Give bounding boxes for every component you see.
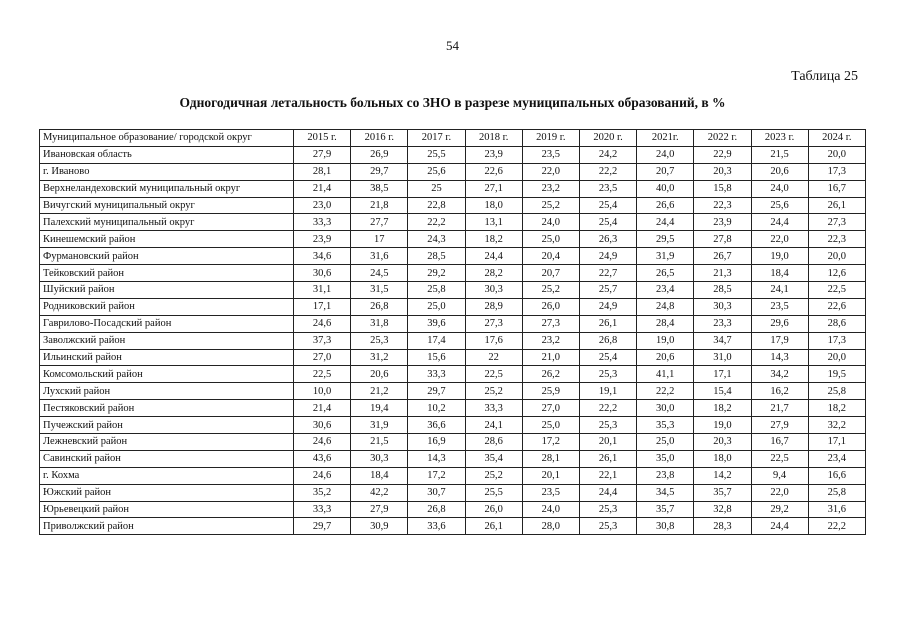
value-cell: 25,9: [522, 383, 579, 400]
value-cell: 22,2: [637, 383, 694, 400]
table-row: [40, 434, 866, 451]
value-cell: 23,9: [694, 214, 751, 231]
table-row: [40, 518, 866, 535]
value-cell: 20,0: [808, 349, 865, 366]
value-cell: 20,6: [637, 349, 694, 366]
region-name-cell: Пестяковский район: [40, 400, 294, 417]
table-row: [40, 197, 866, 214]
table-row: [40, 417, 866, 434]
value-cell: 25,2: [522, 282, 579, 299]
value-cell: 22,6: [465, 163, 522, 180]
value-cell: 23,0: [294, 197, 351, 214]
region-name-cell: г. Кохма: [40, 467, 294, 484]
value-cell: 17,6: [465, 332, 522, 349]
value-cell: 22,5: [294, 366, 351, 383]
value-cell: 27,9: [351, 501, 408, 518]
value-cell: 22,0: [522, 163, 579, 180]
value-cell: 30,6: [294, 265, 351, 282]
region-name-cell: Родниковский район: [40, 298, 294, 315]
table-row: [40, 400, 866, 417]
value-cell: 21,8: [351, 197, 408, 214]
table-label: Таблица 25: [791, 69, 858, 84]
value-cell: 23,9: [294, 231, 351, 248]
value-cell: 30,7: [408, 484, 465, 501]
value-cell: 20,0: [808, 146, 865, 163]
value-cell: 17,4: [408, 332, 465, 349]
value-cell: 27,9: [751, 417, 808, 434]
value-cell: 23,8: [637, 467, 694, 484]
column-header-year: 2020 г.: [579, 130, 636, 147]
region-name-cell: Приволжский район: [40, 518, 294, 535]
table-row: [40, 349, 866, 366]
column-header-year: 2022 г.: [694, 130, 751, 147]
value-cell: 23,5: [522, 484, 579, 501]
value-cell: 33,3: [408, 366, 465, 383]
value-cell: 27,3: [465, 315, 522, 332]
value-cell: 20,6: [351, 366, 408, 383]
value-cell: 17,3: [808, 163, 865, 180]
value-cell: 26,1: [465, 518, 522, 535]
value-cell: 21,2: [351, 383, 408, 400]
table-row: [40, 214, 866, 231]
value-cell: 24,0: [522, 214, 579, 231]
value-cell: 19,0: [751, 248, 808, 265]
value-cell: 23,5: [522, 146, 579, 163]
value-cell: 35,4: [465, 450, 522, 467]
value-cell: 35,7: [637, 501, 694, 518]
value-cell: 19,5: [808, 366, 865, 383]
region-name-cell: Фурмановский район: [40, 248, 294, 265]
value-cell: 25,5: [408, 146, 465, 163]
value-cell: 33,6: [408, 518, 465, 535]
region-name-cell: Верхнеландеховский муниципальный округ: [40, 180, 294, 197]
value-cell: 23,4: [637, 282, 694, 299]
value-cell: 25,6: [408, 163, 465, 180]
value-cell: 25,3: [351, 332, 408, 349]
value-cell: 22,3: [808, 231, 865, 248]
value-cell: 30,8: [637, 518, 694, 535]
value-cell: 22,5: [465, 366, 522, 383]
value-cell: 34,2: [751, 366, 808, 383]
value-cell: 25,3: [579, 501, 636, 518]
value-cell: 31,8: [351, 315, 408, 332]
value-cell: 24,4: [465, 248, 522, 265]
value-cell: 24,2: [579, 146, 636, 163]
value-cell: 22,0: [751, 484, 808, 501]
value-cell: 24,4: [637, 214, 694, 231]
value-cell: 24,4: [751, 214, 808, 231]
column-header-year: 2018 г.: [465, 130, 522, 147]
value-cell: 30,6: [294, 417, 351, 434]
table-row: [40, 180, 866, 197]
value-cell: 9,4: [751, 467, 808, 484]
value-cell: 20,1: [579, 434, 636, 451]
value-cell: 26,0: [465, 501, 522, 518]
value-cell: 16,9: [408, 434, 465, 451]
value-cell: 16,6: [808, 467, 865, 484]
value-cell: 25,4: [579, 214, 636, 231]
value-cell: 19,1: [579, 383, 636, 400]
region-name-cell: Лухский район: [40, 383, 294, 400]
value-cell: 24,4: [579, 484, 636, 501]
value-cell: 25,3: [579, 417, 636, 434]
value-cell: 25,8: [408, 282, 465, 299]
value-cell: 25,0: [637, 434, 694, 451]
value-cell: 24,0: [522, 501, 579, 518]
value-cell: 30,3: [351, 450, 408, 467]
value-cell: 22,9: [694, 146, 751, 163]
region-name-cell: Ильинский район: [40, 349, 294, 366]
value-cell: 27,9: [294, 146, 351, 163]
mortality-table: [39, 129, 866, 535]
table-row: [40, 231, 866, 248]
value-cell: 24,9: [579, 298, 636, 315]
value-cell: 15,4: [694, 383, 751, 400]
value-cell: 24,1: [751, 282, 808, 299]
value-cell: 22,2: [579, 163, 636, 180]
value-cell: 17,1: [694, 366, 751, 383]
value-cell: 27,3: [808, 214, 865, 231]
value-cell: 22,2: [579, 400, 636, 417]
value-cell: 21,0: [522, 349, 579, 366]
value-cell: 24,9: [579, 248, 636, 265]
value-cell: 43,6: [294, 450, 351, 467]
value-cell: 31,9: [351, 417, 408, 434]
value-cell: 24,6: [294, 315, 351, 332]
value-cell: 22,3: [694, 197, 751, 214]
value-cell: 22,5: [751, 450, 808, 467]
value-cell: 27,0: [294, 349, 351, 366]
value-cell: 25,3: [579, 518, 636, 535]
value-cell: 18,4: [351, 467, 408, 484]
value-cell: 25,2: [522, 197, 579, 214]
value-cell: 40,0: [637, 180, 694, 197]
value-cell: 25,8: [808, 383, 865, 400]
value-cell: 31,6: [808, 501, 865, 518]
value-cell: 28,5: [408, 248, 465, 265]
value-cell: 35,7: [694, 484, 751, 501]
column-header-year: 2021г.: [637, 130, 694, 147]
value-cell: 21,4: [294, 400, 351, 417]
value-cell: 19,0: [694, 417, 751, 434]
value-cell: 15,8: [694, 180, 751, 197]
value-cell: 14,3: [408, 450, 465, 467]
value-cell: 35,0: [637, 450, 694, 467]
value-cell: 21,3: [694, 265, 751, 282]
value-cell: 33,3: [294, 214, 351, 231]
table-row: [40, 332, 866, 349]
value-cell: 39,6: [408, 315, 465, 332]
value-cell: 28,6: [808, 315, 865, 332]
value-cell: 22,8: [408, 197, 465, 214]
region-name-cell: Пучежский район: [40, 417, 294, 434]
value-cell: 26,1: [808, 197, 865, 214]
table-row: [40, 383, 866, 400]
value-cell: 26,8: [351, 298, 408, 315]
value-cell: 28,1: [522, 450, 579, 467]
region-name-cell: Юрьевецкий район: [40, 501, 294, 518]
value-cell: 18,2: [808, 400, 865, 417]
table-row: [40, 467, 866, 484]
value-cell: 25,7: [579, 282, 636, 299]
value-cell: 29,2: [408, 265, 465, 282]
value-cell: 31,9: [637, 248, 694, 265]
value-cell: 28,1: [294, 163, 351, 180]
value-cell: 26,8: [408, 501, 465, 518]
value-cell: 37,3: [294, 332, 351, 349]
column-header-year: 2015 г.: [294, 130, 351, 147]
value-cell: 12,6: [808, 265, 865, 282]
value-cell: 16,2: [751, 383, 808, 400]
value-cell: 31,1: [294, 282, 351, 299]
value-cell: 28,5: [694, 282, 751, 299]
value-cell: 17,3: [808, 332, 865, 349]
value-cell: 33,3: [465, 400, 522, 417]
value-cell: 22,2: [408, 214, 465, 231]
value-cell: 23,4: [808, 450, 865, 467]
value-cell: 14,3: [751, 349, 808, 366]
value-cell: 23,2: [522, 180, 579, 197]
value-cell: 24,6: [294, 467, 351, 484]
value-cell: 22,2: [808, 518, 865, 535]
value-cell: 10,2: [408, 400, 465, 417]
region-name-cell: Кинешемский район: [40, 231, 294, 248]
value-cell: 31,6: [351, 248, 408, 265]
value-cell: 24,0: [751, 180, 808, 197]
value-cell: 25,0: [522, 231, 579, 248]
value-cell: 21,4: [294, 180, 351, 197]
value-cell: 21,7: [751, 400, 808, 417]
value-cell: 16,7: [751, 434, 808, 451]
region-name-cell: Южский район: [40, 484, 294, 501]
value-cell: 25,8: [808, 484, 865, 501]
value-cell: 26,3: [579, 231, 636, 248]
value-cell: 17,1: [294, 298, 351, 315]
table-body: [40, 146, 866, 534]
value-cell: 25,2: [465, 383, 522, 400]
table-row: [40, 315, 866, 332]
value-cell: 34,7: [694, 332, 751, 349]
value-cell: 26,6: [637, 197, 694, 214]
value-cell: 18,2: [694, 400, 751, 417]
value-cell: 16,7: [808, 180, 865, 197]
value-cell: 25,6: [751, 197, 808, 214]
region-name-cell: г. Иваново: [40, 163, 294, 180]
value-cell: 23,5: [751, 298, 808, 315]
value-cell: 25: [408, 180, 465, 197]
value-cell: 19,4: [351, 400, 408, 417]
value-cell: 26,8: [579, 332, 636, 349]
value-cell: 22: [465, 349, 522, 366]
value-cell: 22,1: [579, 467, 636, 484]
value-cell: 13,1: [465, 214, 522, 231]
value-cell: 30,9: [351, 518, 408, 535]
value-cell: 30,0: [637, 400, 694, 417]
value-cell: 29,2: [751, 501, 808, 518]
value-cell: 31,5: [351, 282, 408, 299]
region-name-cell: Гаврилово-Посадский район: [40, 315, 294, 332]
value-cell: 21,5: [351, 434, 408, 451]
region-name-cell: Палехский муниципальный округ: [40, 214, 294, 231]
value-cell: 22,0: [751, 231, 808, 248]
value-cell: 24,1: [465, 417, 522, 434]
table-row: [40, 450, 866, 467]
column-header-year: 2023 г.: [751, 130, 808, 147]
value-cell: 32,2: [808, 417, 865, 434]
value-cell: 17: [351, 231, 408, 248]
value-cell: 20,1: [522, 467, 579, 484]
value-cell: 27,8: [694, 231, 751, 248]
region-name-cell: Заволжский район: [40, 332, 294, 349]
table-row: [40, 248, 866, 265]
value-cell: 32,8: [694, 501, 751, 518]
value-cell: 20,3: [694, 434, 751, 451]
value-cell: 30,3: [694, 298, 751, 315]
value-cell: 23,3: [694, 315, 751, 332]
value-cell: 28,9: [465, 298, 522, 315]
region-name-cell: Савинский район: [40, 450, 294, 467]
value-cell: 42,2: [351, 484, 408, 501]
value-cell: 19,0: [637, 332, 694, 349]
value-cell: 25,4: [579, 197, 636, 214]
table-row: [40, 146, 866, 163]
value-cell: 23,9: [465, 146, 522, 163]
value-cell: 17,2: [522, 434, 579, 451]
value-cell: 25,4: [579, 349, 636, 366]
value-cell: 34,6: [294, 248, 351, 265]
value-cell: 18,0: [694, 450, 751, 467]
value-cell: 20,7: [522, 265, 579, 282]
value-cell: 28,4: [637, 315, 694, 332]
value-cell: 26,2: [522, 366, 579, 383]
table-row: [40, 501, 866, 518]
column-header-year: 2017 г.: [408, 130, 465, 147]
value-cell: 33,3: [294, 501, 351, 518]
value-cell: 26,1: [579, 450, 636, 467]
value-cell: 17,2: [408, 467, 465, 484]
value-cell: 29,7: [294, 518, 351, 535]
value-cell: 25,3: [579, 366, 636, 383]
region-name-cell: Лежневский район: [40, 434, 294, 451]
value-cell: 24,6: [294, 434, 351, 451]
table-row: [40, 265, 866, 282]
value-cell: 27,7: [351, 214, 408, 231]
value-cell: 23,5: [579, 180, 636, 197]
value-cell: 18,0: [465, 197, 522, 214]
value-cell: 18,4: [751, 265, 808, 282]
value-cell: 24,4: [751, 518, 808, 535]
value-cell: 28,6: [465, 434, 522, 451]
value-cell: 25,5: [465, 484, 522, 501]
value-cell: 26,9: [351, 146, 408, 163]
value-cell: 24,3: [408, 231, 465, 248]
value-cell: 20,3: [694, 163, 751, 180]
table-row: [40, 298, 866, 315]
value-cell: 25,0: [522, 417, 579, 434]
value-cell: 27,0: [522, 400, 579, 417]
value-cell: 26,5: [637, 265, 694, 282]
column-header-year: 2019 г.: [522, 130, 579, 147]
value-cell: 25,0: [408, 298, 465, 315]
value-cell: 30,3: [465, 282, 522, 299]
value-cell: 22,7: [579, 265, 636, 282]
value-cell: 27,3: [522, 315, 579, 332]
value-cell: 36,6: [408, 417, 465, 434]
value-cell: 35,3: [637, 417, 694, 434]
value-cell: 29,6: [751, 315, 808, 332]
value-cell: 34,5: [637, 484, 694, 501]
value-cell: 10,0: [294, 383, 351, 400]
value-cell: 20,0: [808, 248, 865, 265]
column-header-year: 2016 г.: [351, 130, 408, 147]
value-cell: 41,1: [637, 366, 694, 383]
value-cell: 25,2: [465, 467, 522, 484]
region-name-cell: Ивановская область: [40, 146, 294, 163]
value-cell: 27,1: [465, 180, 522, 197]
region-name-cell: Вичугский муниципальный округ: [40, 197, 294, 214]
value-cell: 18,2: [465, 231, 522, 248]
region-name-cell: Комсомольский район: [40, 366, 294, 383]
value-cell: 22,6: [808, 298, 865, 315]
value-cell: 26,1: [579, 315, 636, 332]
value-cell: 28,3: [694, 518, 751, 535]
region-name-cell: Тейковский район: [40, 265, 294, 282]
column-header-region: Муниципальное образование/ городской округ: [40, 130, 294, 147]
value-cell: 20,4: [522, 248, 579, 265]
table-row: [40, 484, 866, 501]
value-cell: 17,1: [808, 434, 865, 451]
column-header-year: 2024 г.: [808, 130, 865, 147]
value-cell: 20,7: [637, 163, 694, 180]
value-cell: 17,9: [751, 332, 808, 349]
value-cell: 38,5: [351, 180, 408, 197]
table-row: [40, 282, 866, 299]
value-cell: 28,0: [522, 518, 579, 535]
value-cell: 35,2: [294, 484, 351, 501]
value-cell: 24,0: [637, 146, 694, 163]
value-cell: 20,6: [751, 163, 808, 180]
value-cell: 31,2: [351, 349, 408, 366]
value-cell: 15,6: [408, 349, 465, 366]
value-cell: 29,7: [351, 163, 408, 180]
value-cell: 29,5: [637, 231, 694, 248]
value-cell: 28,2: [465, 265, 522, 282]
value-cell: 21,5: [751, 146, 808, 163]
table-row: [40, 366, 866, 383]
value-cell: 31,0: [694, 349, 751, 366]
value-cell: 23,2: [522, 332, 579, 349]
table-row: [40, 163, 866, 180]
header-row: [40, 130, 866, 147]
page-number: 54: [446, 38, 459, 53]
value-cell: 14,2: [694, 467, 751, 484]
value-cell: 24,8: [637, 298, 694, 315]
value-cell: 22,5: [808, 282, 865, 299]
value-cell: 24,5: [351, 265, 408, 282]
value-cell: 26,0: [522, 298, 579, 315]
region-name-cell: Шуйский район: [40, 282, 294, 299]
value-cell: 29,7: [408, 383, 465, 400]
value-cell: 26,7: [694, 248, 751, 265]
table-title: Одногодичная летальность больных со ЗНО в разрезе муниципальных образований, в %: [179, 95, 726, 110]
